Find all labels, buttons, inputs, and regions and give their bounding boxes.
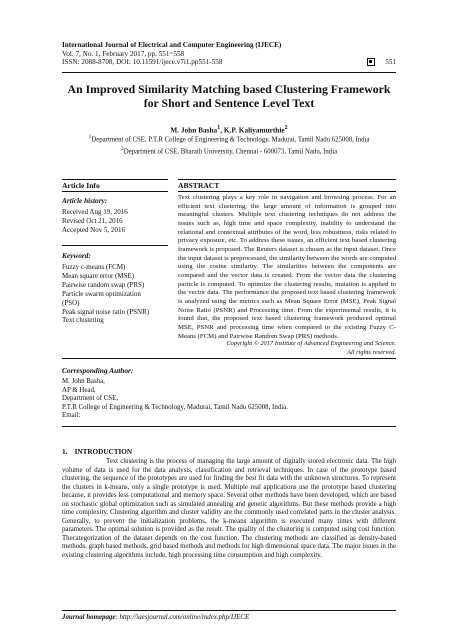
divider-line <box>62 426 396 427</box>
keyword-item: Pairwise random swap (PRS) <box>62 280 145 289</box>
footer-divider <box>62 610 396 611</box>
keyword-item: Peak signal noise ratio (PSNR) <box>62 307 150 316</box>
keyword-item: (PSO) <box>62 298 80 307</box>
copyright: Copyright © 2017 Institute of Advanced Engineering and Science. All rights reserved. <box>226 340 396 356</box>
affiliation-2: $^2$Department of CSE, Bharath University, Chennai - 600073, Tamil Nadu, India <box>120 145 338 155</box>
history-item: Received Aug 19, 2016 <box>62 208 128 216</box>
journal-header <box>62 41 396 67</box>
paper-title: An Improved Similarity Matching based Clustering Framework for Short and Sentence Level Text <box>67 82 391 110</box>
keyword-item: Mean square error (MSE) <box>62 271 135 280</box>
footer <box>62 614 249 621</box>
author-1: M. John Basha <box>170 125 218 135</box>
page-number: 551 <box>385 58 396 67</box>
affiliations <box>62 133 396 156</box>
divider-line <box>62 179 168 180</box>
introduction-text: Text clustering is the process of managing the large amount of digitally stored electronic data. The high volume of data is used for the data analysis, classification and retrieval techniques. In case of the prototype based clustering, the sequence of the prototypes are used for finding the best fit data with the unknown structures. To represent the clusters in k-means, only a single prototype is used. Multiple real applications use the prototype based clustering because, it provides less computational and memory space. Several other methods have been developed, which are based on stochastic global optimization such as simulated annealing and genetic algorithms. But these methods provide a high time complexity. Clustering algorithm and cluster validity are the commonly used correlated parts in the cluster analysis. Generally, to prevent the initialization problems, the k-means algorithm is executed many times with different parameters. The optimal solution is provided as the result. The quality of the clustering is computed using cost function. Thecategorization of the dataset depends on the cost function. The clustering methods are classified as density-based methods, graph based methods, grid based methods and methods for high dimensional space data. The major issues in the existing clustering algorithms include, high processing time consumption and high complexity. <box>62 458 396 560</box>
history-item: Accepted Nov 5, 2016 <box>62 226 125 234</box>
section-heading: 1. INTRODUCTION <box>62 448 133 456</box>
volume-info: Vol. 7, No. 1, February 2017, pp. 551~558 <box>62 49 185 58</box>
article-info-heading: Article Info <box>62 181 100 190</box>
corresponding-details: M. John Basha, AP & Head, Department of CSE, P.T.R College of Engineering & Technology, Madurai, Tamil Nadu 625008, India. Email: <box>62 378 288 420</box>
issn-row <box>62 58 396 67</box>
history-list <box>62 208 128 235</box>
divider-line <box>62 358 396 359</box>
history-item: Revised Oct 21, 2016 <box>62 217 123 225</box>
abstract-text: Text clustering plays a key role in navigation and browsing process. For an efficient text clustering, the large amount of information is grouped into meaningful clusters. Multiple text clustering techniques do not address the issues such as, high time and space complexity, inability to understand the relational and contextual attributes of the word, less robustness, risks related to privacy exposure, etc. To address these issues, an efficient text based clustering framework is proposed. The Reuters dataset is chosen as the input dataset. Once the input dataset is preprocessed, the similarity between the words are computed using the cosine similarity. The similarities between the components are compared and the vector data is created. From the vector data the clustering particle is computed. To optimize the clustering results, mutation is applied to the vector data. The performance the proposed text based clustering framework is analyzed using the metrics such as Mean Square Error (MSE), Peak Signal Noise Ratio (PSNR) and Processing time. From the experimental results, it is found that, the proposed text based clustering framework produced optimal MSE, PSNR and processing time when compared to the existing Fuzzy C-Means (FCM) and Pairwise Random Swap (PRS) methods. <box>178 194 396 340</box>
divider-line <box>178 191 396 192</box>
keywords-list <box>62 263 149 325</box>
history-heading: Article history: <box>62 196 108 205</box>
keyword-item: Text clustering <box>62 316 104 325</box>
corresponding-heading: Corresponding Author: <box>62 366 134 375</box>
keywords-heading: Keyword: <box>62 251 91 260</box>
homepage-label: Journal homepage <box>62 614 116 621</box>
header-divider <box>62 72 396 73</box>
keyword-item: Fuzzy c-means (FCM) <box>62 263 126 271</box>
divider-line <box>62 191 168 192</box>
homepage-link[interactable]: : http://iaesjournal.com/online/index.php/IJECE <box>115 614 250 621</box>
divider-line <box>62 245 168 246</box>
authors: M. John Basha$^1$, K.P. Kaliyamurthie$^2$ <box>170 125 288 135</box>
keyword-item: Particle swarm optimization <box>62 289 141 298</box>
divider-line <box>178 179 396 180</box>
issn-doi: ISSN: 2088-8708, DOI: 10.11591/ijece.v7i1.pp551-558 <box>62 58 223 67</box>
journal-name: International Journal of Electrical and Computer Engineering (IJECE) <box>62 41 282 49</box>
square-icon <box>367 58 375 66</box>
abstract-heading: ABSTRACT <box>178 181 220 190</box>
affiliation-1: $^1$Department of CSE, P.T.R College of Engineering & Technology, Madurai, Tamil Nadu 625008, India <box>88 134 370 144</box>
author-2: K.P. Kaliyamurthie <box>223 125 285 135</box>
